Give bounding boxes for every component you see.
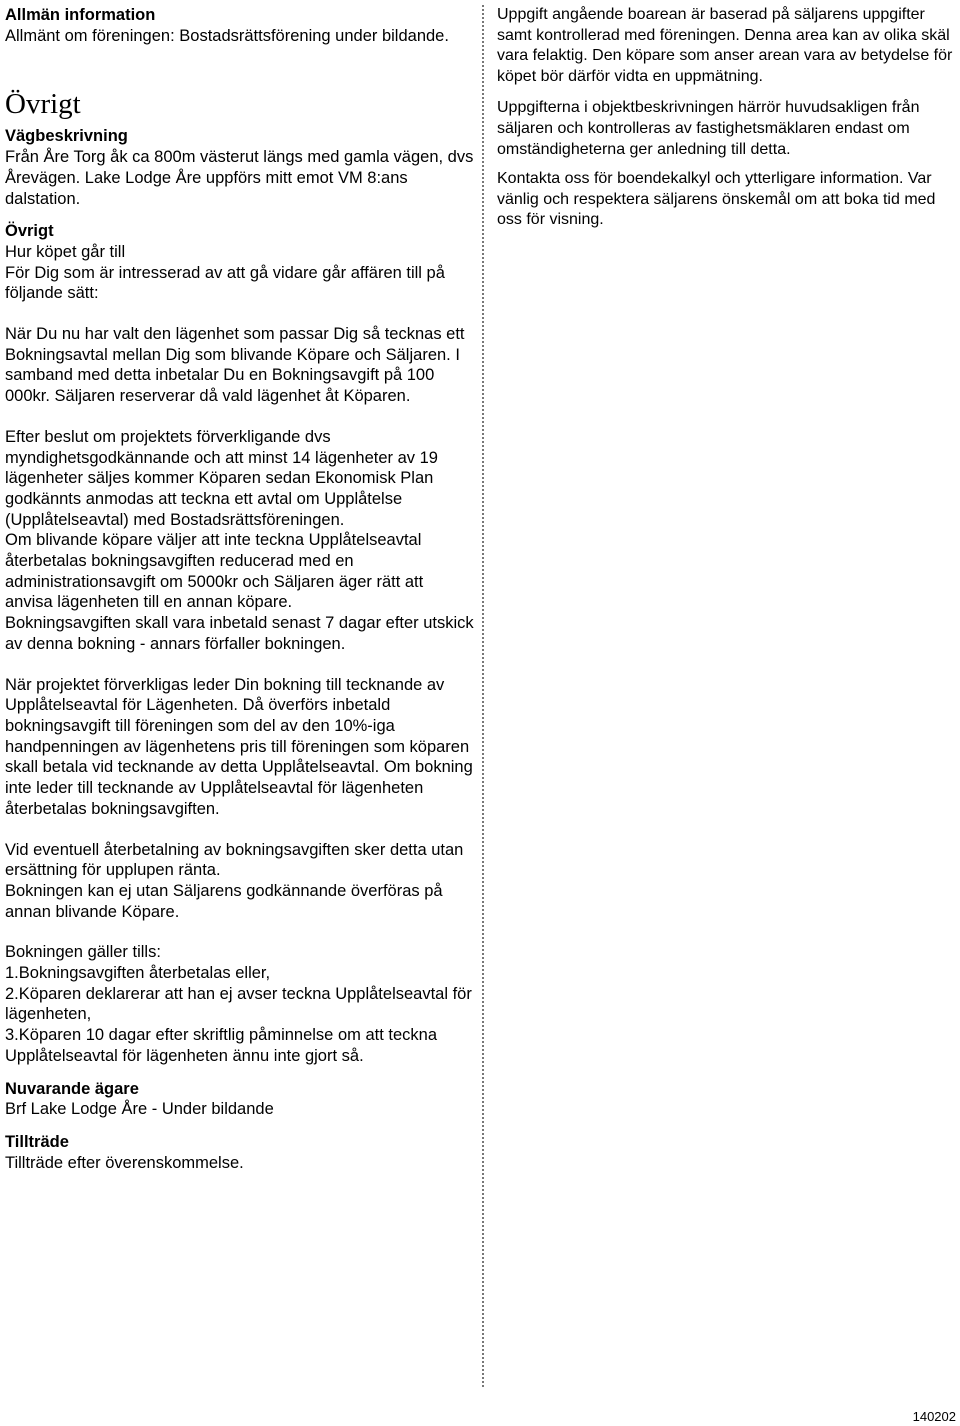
para-transfer: Bokningen kan ej utan Säljarens godkännande överföras på annan blivande Köpare. bbox=[5, 881, 443, 921]
column-divider bbox=[482, 5, 484, 1387]
general-text: Allmänt om föreningen: Bostadsrättsförening under bildande. bbox=[5, 26, 449, 45]
access-heading: Tillträde bbox=[5, 1132, 69, 1151]
left-column bbox=[5, 5, 475, 1173]
owner-text: Brf Lake Lodge Åre - Under bildande bbox=[5, 1100, 274, 1119]
para-contact: Kontakta oss för boendekalkyl och ytterligare information. Var vänlig och respektera säljarens önskemål om att boka tid med oss för visning. bbox=[497, 170, 936, 229]
other-heading: Övrigt bbox=[5, 222, 54, 241]
para-realized: När projektet förverkligas leder Din bokning till tecknande av Upplåtelseavtal för Lägenheten. Då överförs inbetald bokningsavgift till föreningen som del av den 10%-iga handpenningen av lägenhetens pris till föreningen som köparen skall betala vid tecknande av detta Upplåtelseavtal. Om bokning inte leder till tecknande av Upplåtelseavtal för lägenheten återbetalas bokningsavgiften. bbox=[5, 675, 473, 818]
directions-heading: Vägbeskrivning bbox=[5, 127, 128, 146]
general-heading: Allmän information bbox=[5, 6, 156, 24]
para-decision: Efter beslut om projektets förverkligande dvs myndighetsgodkännande och att minst 14 lägenheter av 19 lägenheter säljes kommer Köparen sedan Ekonomisk Plan godkännts anmodas att teckna ett avtal om Upplåtelse (Upplåtelseavtal) med Bostadsrättsföreningen. bbox=[5, 427, 438, 529]
para-interest: Vid eventuell återbetalning av bokningsavgiften sker detta utan ersättning för upplupen ränta. bbox=[5, 840, 464, 880]
directions-text: Från Åre Torg åk ca 800m västerut längs med gamla vägen, dvs Årevägen. Lake Lodge Åre uppförs mitt emot VM 8:ans dalstation. bbox=[5, 148, 474, 208]
para-source: Uppgifterna i objektbeskrivningen härrör huvudsakligen från säljaren och kontrolleras av fastighetsmäklaren endast om omständigheterna ger anledning till detta. bbox=[497, 99, 920, 158]
page-code: 140202 bbox=[912, 1409, 956, 1424]
purchase-heading: Hur köpet går till bbox=[5, 242, 126, 261]
valid-heading: Bokningen gäller tills: bbox=[5, 943, 161, 962]
owner-heading: Nuvarande ägare bbox=[5, 1079, 139, 1098]
section-title: Övrigt bbox=[5, 88, 81, 121]
valid-item-1: 1.Bokningsavgiften återbetalas eller, bbox=[5, 964, 271, 983]
para-area: Uppgift angående boarean är baserad på säljarens uppgifter samt kontrollerad med föreningen. Denna area kan av olika skäl vara felaktig. Den köpare som anser arean vara av betydelse för köpet bör därför vidta en uppmätning. bbox=[497, 6, 953, 85]
para-booking: När Du nu har valt den lägenhet som passar Dig så tecknas ett Bokningsavtal mellan Dig som blivande Köpare och Säljaren. I samband med detta inbetalar Du en Bokningsavgift på 100 000kr. Säljaren reserverar då vald lägenhet åt Köparen. bbox=[5, 325, 465, 406]
access-text: Tillträde efter överenskommelse. bbox=[5, 1153, 244, 1172]
right-column bbox=[497, 5, 957, 231]
valid-item-3: 3.Köparen 10 dagar efter skriftlig påminnelse om att teckna Upplåtelseavtal för lägenheten ännu inte gjort så. bbox=[5, 1026, 437, 1065]
para-refund: Om blivande köpare väljer att inte teckna Upplåtelseavtal återbetalas bokningsavgiften reducerad med en administrationsavgift om 5000kr och Säljaren äger rätt att anvisa lägenheten till en annan köpare. bbox=[5, 531, 424, 612]
purchase-intro: För Dig som är intresserad av att gå vidare går affären till på följande sätt: bbox=[5, 263, 445, 303]
valid-item-2: 2.Köparen deklarerar att han ej avser teckna Upplåtelseavtal för lägenheten, bbox=[5, 984, 472, 1024]
para-deadline: Bokningsavgiften skall vara inbetald senast 7 dagar efter utskick av denna bokning - annars förfaller bokningen. bbox=[5, 614, 474, 653]
